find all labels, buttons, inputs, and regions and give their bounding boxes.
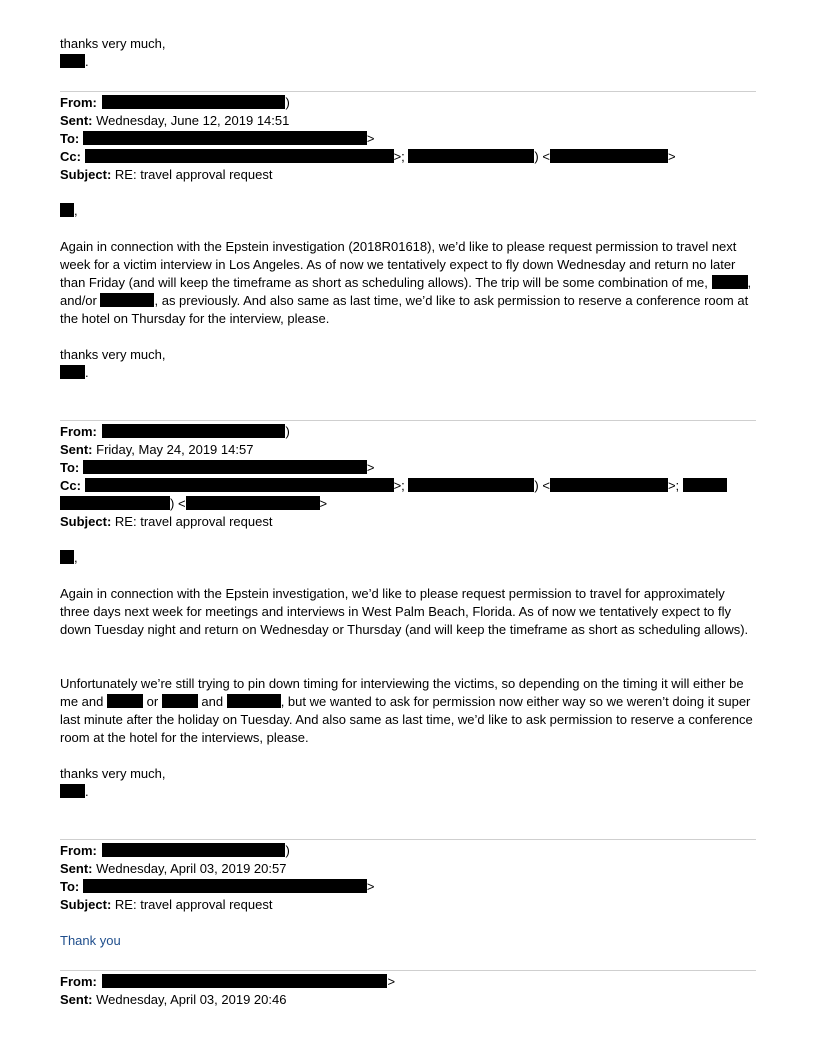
redaction-bar xyxy=(102,424,285,438)
cc-line-continued: ) < > xyxy=(60,495,327,513)
from-line: From: ) xyxy=(60,843,290,858)
closing-text: thanks very much, xyxy=(60,766,166,781)
redaction-bar xyxy=(83,131,367,145)
sent-date: Wednesday, June 12, 2019 14:51 xyxy=(96,113,290,128)
redaction-bar xyxy=(102,95,285,109)
redaction-bar xyxy=(683,478,727,492)
redaction-bar xyxy=(60,784,85,798)
message-divider xyxy=(60,420,756,421)
redaction-bar xyxy=(227,694,281,708)
message-body: Unfortunately we’re still trying to pin down timing for interviewing the victims, so depending on the timing it will either be me and or and , but we wanted to ask for permission now either way so we weren’t doing it super last minute after the holiday on Tuesday. And also same as last time, we’d like to ask permission to reserve a conference room at the hotel for the interviews, please. xyxy=(60,676,753,745)
redaction-bar xyxy=(102,974,387,988)
redaction-bar xyxy=(60,365,85,379)
redaction-bar xyxy=(712,275,748,289)
subject-line: Subject: RE: travel approval request xyxy=(60,167,273,182)
message-divider xyxy=(60,91,756,92)
signature: . xyxy=(60,783,89,801)
from-line: From: ) xyxy=(60,95,290,110)
signature: . xyxy=(60,53,89,71)
redaction-bar xyxy=(60,550,74,564)
closing-text: thanks very much, xyxy=(60,36,166,51)
subject-text: RE: travel approval request xyxy=(114,514,273,529)
cc-line: Cc: >; ) < >; xyxy=(60,477,727,495)
subject-text: RE: travel approval request xyxy=(114,897,273,912)
redaction-bar xyxy=(102,843,285,857)
message-body: Thank you xyxy=(60,933,121,948)
message-body: Again in connection with the Epstein investigation (2018R01618), we’d like to please request permission to travel next week for a victim interview in Los Angeles. As of now we tentatively expect to fly down Wednesday and return no later than Friday (and will keep the timeframe as short as scheduling allows). The trip will be some combination of me, , and/or , as previously. And also same as last time, we’d like to ask permission to reserve a conference room at the hotel on Thursday for the interview, please. xyxy=(60,239,752,326)
to-line: To: > xyxy=(60,131,375,146)
redaction-bar xyxy=(100,293,154,307)
greeting: , xyxy=(60,549,78,567)
message-divider xyxy=(60,970,756,971)
redaction-bar xyxy=(85,149,394,163)
redaction-bar xyxy=(408,478,534,492)
from-line: From: > xyxy=(60,974,396,989)
cc-line: Cc: >; ) < > xyxy=(60,149,676,164)
sent-date: Wednesday, April 03, 2019 20:46 xyxy=(96,992,287,1007)
redaction-bar xyxy=(60,54,85,68)
sent-date: Friday, May 24, 2019 14:57 xyxy=(96,442,254,457)
redaction-bar xyxy=(186,496,320,510)
sent-date: Wednesday, April 03, 2019 20:57 xyxy=(96,861,287,876)
greeting: , xyxy=(60,202,78,220)
signature: . xyxy=(60,364,89,382)
subject-line: Subject: RE: travel approval request xyxy=(60,514,273,529)
redaction-bar xyxy=(550,478,668,492)
redaction-bar xyxy=(60,203,74,217)
sent-line: Sent: Wednesday, June 12, 2019 14:51 xyxy=(60,113,290,128)
subject-text: RE: travel approval request xyxy=(114,167,273,182)
sent-line: Sent: Friday, May 24, 2019 14:57 xyxy=(60,442,254,457)
to-line: To: > xyxy=(60,460,375,475)
redaction-bar xyxy=(408,149,534,163)
from-line: From: ) xyxy=(60,424,290,439)
sent-line: Sent: Wednesday, April 03, 2019 20:46 xyxy=(60,992,287,1007)
subject-line: Subject: RE: travel approval request xyxy=(60,897,273,912)
closing-text: thanks very much, xyxy=(60,347,166,362)
redaction-bar xyxy=(83,879,367,893)
message-divider xyxy=(60,839,756,840)
redaction-bar xyxy=(550,149,668,163)
sent-line: Sent: Wednesday, April 03, 2019 20:57 xyxy=(60,861,287,876)
redaction-bar xyxy=(83,460,367,474)
to-line: To: > xyxy=(60,879,375,894)
redaction-bar xyxy=(60,496,170,510)
redaction-bar xyxy=(85,478,394,492)
message-body: Again in connection with the Epstein investigation, we’d like to please request permission to travel for approximately three days next week for meetings and interviews in West Palm Beach, Florida. As of now we tentatively expect to fly down Tuesday night and return on Wednesday or Thursday (and will keep the timeframe as short as scheduling allows). xyxy=(60,586,749,637)
redaction-bar xyxy=(162,694,198,708)
redaction-bar xyxy=(107,694,143,708)
